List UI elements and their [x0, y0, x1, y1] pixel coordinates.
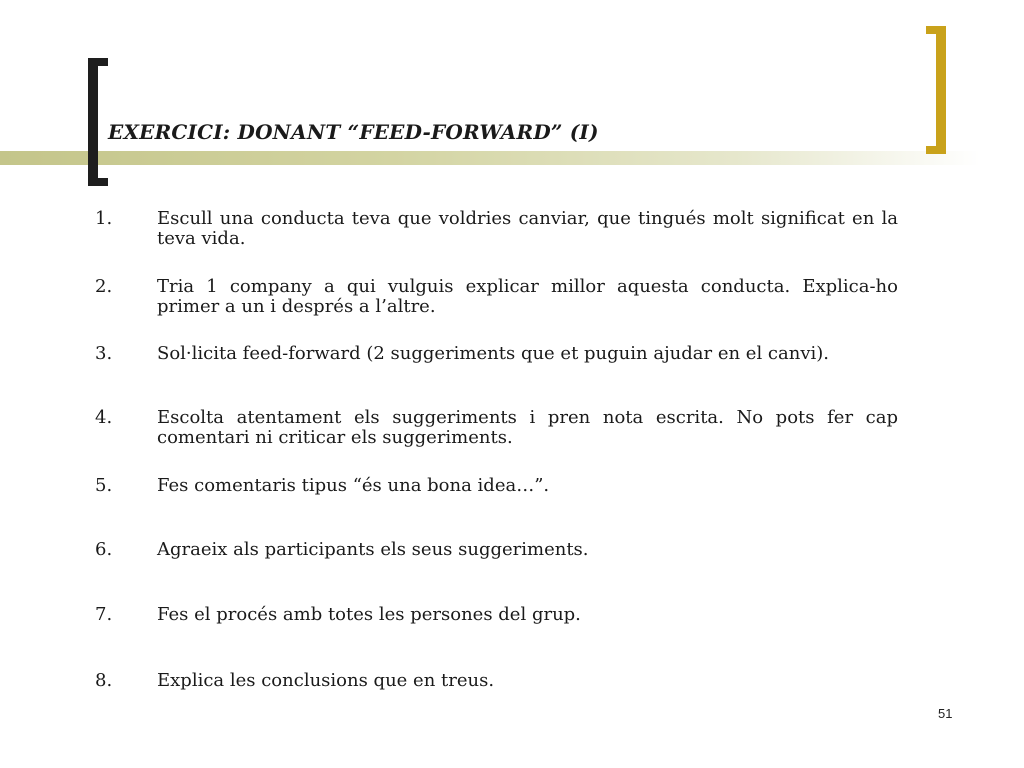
item-text: Tria 1 company a qui vulguis explicar millor aquesta conducta. Explica-ho primer a un i després a l’altre.: [157, 276, 898, 317]
list-item: [95, 539, 898, 560]
slide-title: EXERCICI: DONANT “FEED-FORWARD” (I): [108, 120, 599, 144]
list-item: [95, 276, 898, 317]
list-item: [95, 343, 898, 364]
list-item: [95, 475, 898, 496]
item-text: Escull una conducta teva que voldries canviar, que tingués molt significat en la teva vida.: [157, 208, 898, 249]
item-text: Escolta atentament els suggeriments i pren nota escrita. No pots fer cap comentari ni criticar els suggeriments.: [157, 407, 898, 448]
item-text: Sol·licita feed-forward (2 suggeriments que et puguin ajudar en el canvi).: [157, 343, 829, 364]
right-bracket-decoration: [926, 26, 946, 154]
item-number: 5.: [95, 475, 113, 496]
item-number: 4.: [95, 407, 113, 428]
title-band-decoration: [0, 151, 980, 165]
item-number: 1.: [95, 208, 113, 229]
left-bracket-decoration: [88, 58, 108, 186]
list-item: [95, 604, 898, 625]
item-number: 6.: [95, 539, 113, 560]
item-text: Fes comentaris tipus “és una bona idea…”.: [157, 475, 550, 496]
list-item: [95, 407, 898, 448]
item-text: Fes el procés amb totes les persones del grup.: [157, 604, 581, 625]
item-number: 2.: [95, 276, 113, 297]
item-number: 7.: [95, 604, 113, 625]
page-number: 51: [938, 706, 953, 721]
item-text: Explica les conclusions que en treus.: [157, 670, 495, 691]
item-number: 3.: [95, 343, 113, 364]
list-item: [95, 208, 898, 249]
item-text: Agraeix als participants els seus suggeriments.: [157, 539, 589, 560]
list-item: [95, 670, 898, 691]
item-number: 8.: [95, 670, 113, 691]
